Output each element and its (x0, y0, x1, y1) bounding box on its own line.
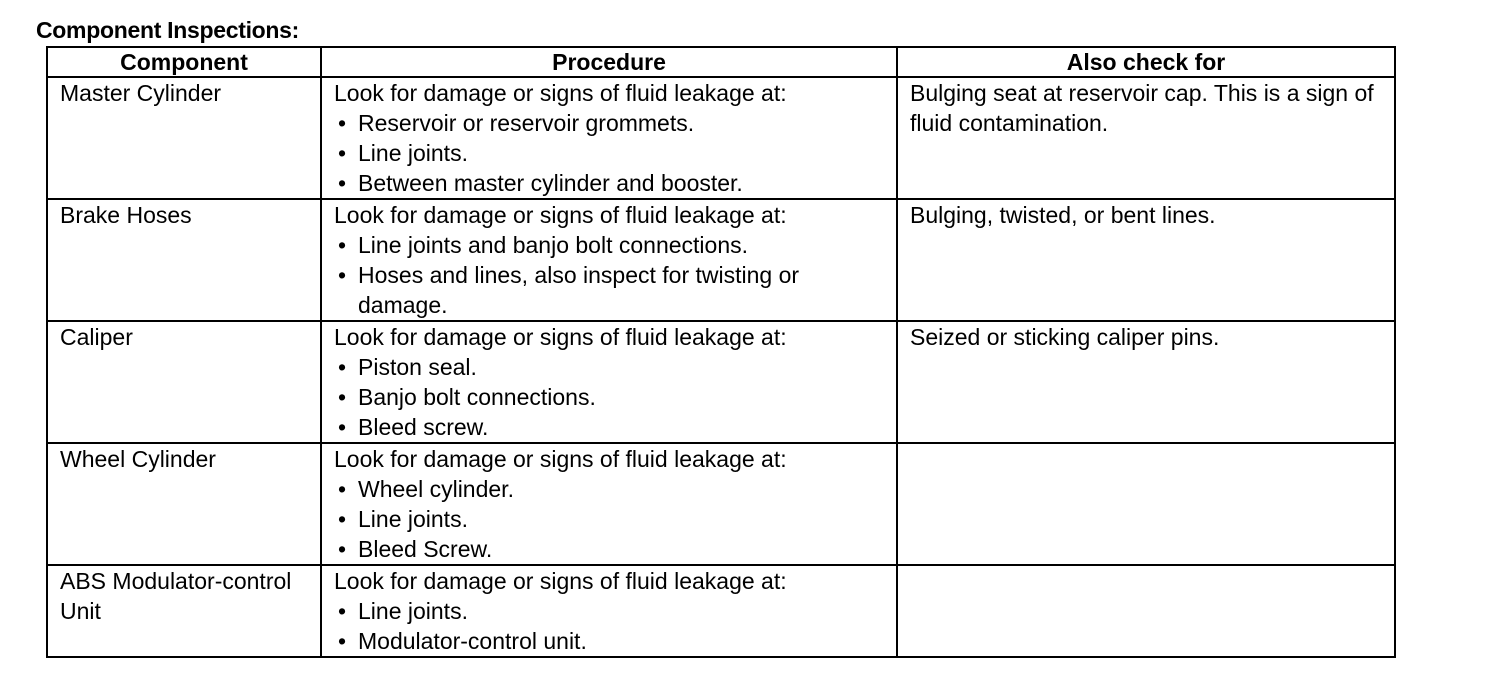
procedure-lead: Look for damage or signs of fluid leakage at: (334, 202, 787, 228)
procedure-item: • Line joints. (334, 596, 888, 626)
procedure-item: • Between master cylinder and booster. (334, 168, 888, 198)
procedure-item: • Bleed screw. (334, 412, 888, 442)
procedure-cell (321, 321, 897, 443)
procedure-cell (321, 443, 897, 565)
procedure-item: • Hoses and lines, also inspect for twisting or damage. (334, 260, 888, 320)
column-header-procedure: Procedure (321, 47, 897, 77)
procedure-cell (321, 565, 897, 657)
procedure-item: • Piston seal. (334, 352, 888, 382)
procedure-list (334, 108, 888, 198)
table-row (47, 321, 1395, 443)
procedure-lead: Look for damage or signs of fluid leakage at: (334, 446, 787, 472)
also-check-text: Bulging, twisted, or bent lines. (910, 202, 1216, 228)
table-row (47, 443, 1395, 565)
also-check-text: Bulging seat at reservoir cap. This is a sign of fluid contamination. (910, 80, 1374, 136)
procedure-lead: Look for damage or signs of fluid leakage at: (334, 568, 787, 594)
procedure-item: • Line joints. (334, 138, 888, 168)
also-check-cell (897, 321, 1395, 443)
also-check-cell (897, 77, 1395, 199)
component-cell: Wheel Cylinder (47, 443, 321, 565)
table-header-row (47, 47, 1395, 77)
table-row (47, 199, 1395, 321)
procedure-cell (321, 77, 897, 199)
procedure-list (334, 596, 888, 656)
component-cell: Brake Hoses (47, 199, 321, 321)
component-cell: Caliper (47, 321, 321, 443)
also-check-cell (897, 199, 1395, 321)
procedure-lead: Look for damage or signs of fluid leakage at: (334, 80, 787, 106)
procedure-item: • Banjo bolt connections. (334, 382, 888, 412)
procedure-cell (321, 199, 897, 321)
also-check-cell (897, 565, 1395, 657)
table-row (47, 77, 1395, 199)
procedure-list (334, 474, 888, 564)
component-cell: Master Cylinder (47, 77, 321, 199)
procedure-list (334, 352, 888, 442)
procedure-item: • Wheel cylinder. (334, 474, 888, 504)
column-header-component: Component (47, 47, 321, 77)
procedure-lead: Look for damage or signs of fluid leakage at: (334, 324, 787, 350)
component-inspections-table (46, 46, 1396, 658)
component-cell: ABS Modulator-control Unit (47, 565, 321, 657)
procedure-list (334, 230, 888, 320)
column-header-also-check-for: Also check for (897, 47, 1395, 77)
procedure-item: • Reservoir or reservoir grommets. (334, 108, 888, 138)
page-title: Component Inspections: (36, 17, 300, 43)
procedure-item: • Modulator-control unit. (334, 626, 888, 656)
table-row (47, 565, 1395, 657)
also-check-text: Seized or sticking caliper pins. (910, 324, 1220, 350)
also-check-cell (897, 443, 1395, 565)
procedure-item: • Bleed Screw. (334, 534, 888, 564)
procedure-item: • Line joints. (334, 504, 888, 534)
procedure-item: • Line joints and banjo bolt connections. (334, 230, 888, 260)
